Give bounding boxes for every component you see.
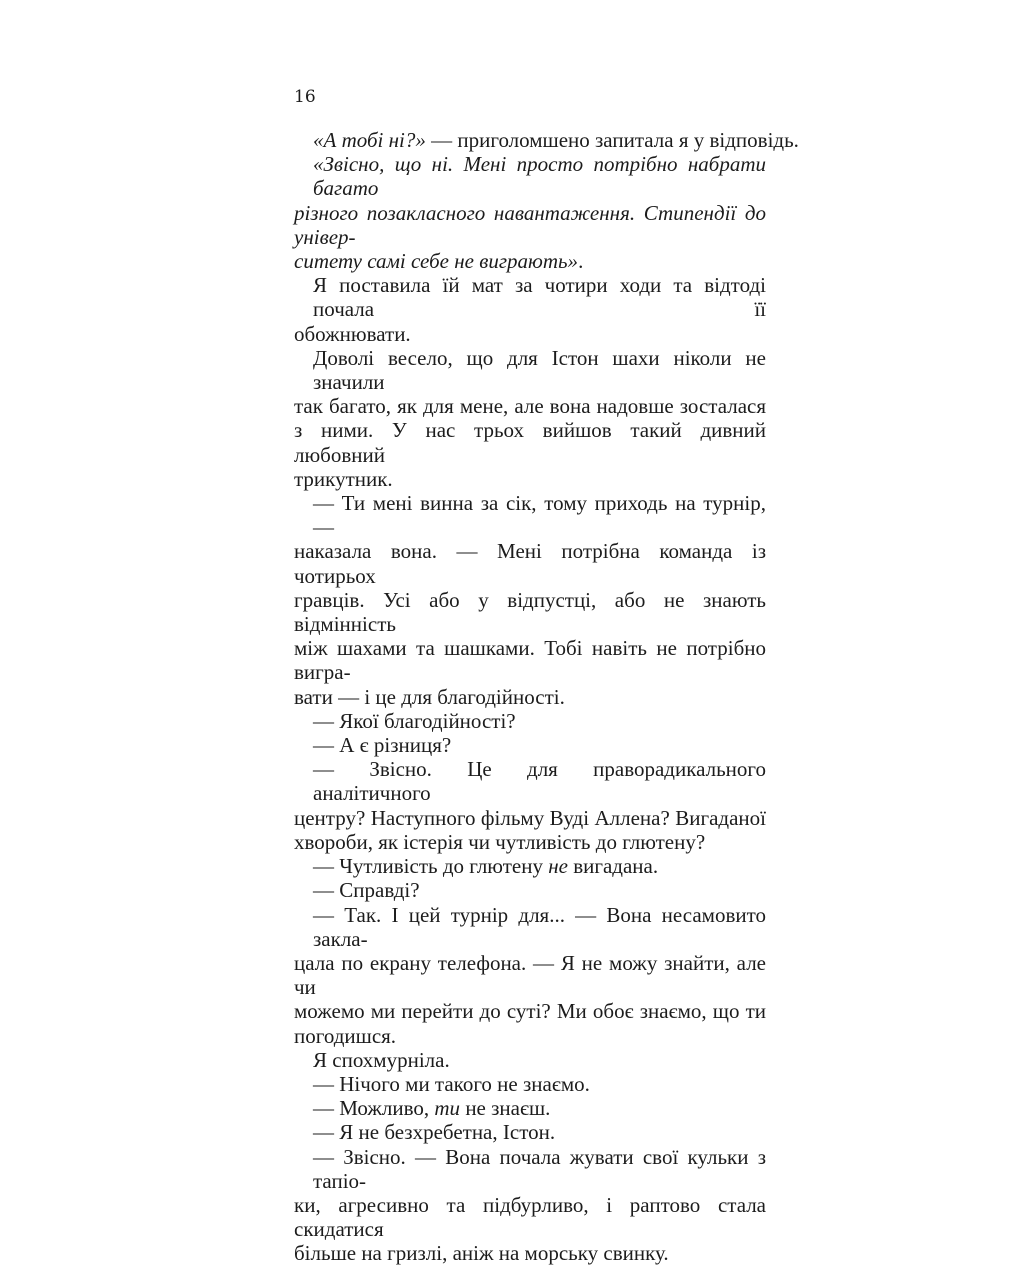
text-run: Доволі весело, що для Істон шахи ніколи не значили [313,345,766,395]
text-line [294,394,766,418]
text-run: — Я не безхребетна, Істон. [313,1120,556,1145]
text-run: трикутник. [294,466,393,491]
text-run: погодишся. [294,1023,397,1048]
italic-text: «Звісно, що ні. Мені просто потрібно набрати багато [313,152,766,201]
text-run: наказала вона. — Мені потрібна команда із чотирьох [294,539,766,588]
text-line [294,1145,766,1193]
italic-text: «А тобі ні?» [313,128,426,152]
text-run: . [578,249,584,274]
text-run: — Звісно. — Вона почала жувати свої кульки з тапіо- [313,1144,766,1193]
text-run: — приголомшено запитала я у відповідь. [425,128,799,152]
text-line [294,322,766,346]
text-run: — Можливо, [313,1096,435,1121]
text-run: Я поставила їй мат за чотири ходи та відтоді почала її [313,273,766,322]
text-line [294,152,766,200]
text-line [294,418,766,466]
text-line [294,1241,766,1265]
text-line [294,636,766,684]
text-line [294,878,766,902]
text-line [294,1024,766,1048]
text-line [294,1120,766,1144]
text-run: з ними. У нас трьох вийшов такий дивний любовний [294,418,766,467]
text-run: — Якої благодійності? [313,708,516,733]
text-line [294,733,766,757]
text-run: хвороби, як істерія чи чутливість до глютену? [294,829,706,854]
text-line [294,588,766,636]
text-run: — А є різниця? [313,733,452,758]
text-run: — Справді? [313,878,420,903]
text-line [294,757,766,805]
text-run: між шахами та шашками. Тобі навіть не потрібно вигра- [294,636,766,685]
text-run: так багато, як для мене, але вона надовше зосталася [294,394,766,419]
text-line [294,346,766,394]
text-line [294,903,766,951]
text-run: — Ти мені винна за сік, тому приходь на турнір, — [313,491,766,540]
page-number: 16 [294,87,316,107]
text-line [294,1096,766,1120]
text-line [294,201,766,249]
text-run: вати — і це для благодійності. [294,684,565,709]
text-line [294,806,766,830]
text-line [294,128,799,152]
text-line [294,854,766,878]
text-line [294,249,766,273]
text-line [294,830,766,854]
italic-text: ситету самі себе не виграють» [294,249,579,274]
text-run: вигадана. [567,854,659,879]
text-run: — Звісно. Це для праворадикального аналітичного [313,757,766,806]
italic-text: ти [434,1096,461,1121]
text-line [294,467,766,491]
text-line [294,539,766,587]
text-run: Я спохмурніла. [313,1047,450,1072]
text-run: можемо ми перейти до суті? Ми обоє знаємо, що ти [294,999,766,1024]
italic-text: не [548,854,568,879]
text-line [294,685,766,709]
text-run: — Нічого ми такого не знаємо. [313,1071,590,1096]
text-run: більше на гризлі, аніж на морську свинку. [294,1241,669,1266]
text-run: гравців. Усі або у відпустці, або не знають відмінність [294,587,766,637]
text-run: цала по екрану телефона. — Я не можу знайти, але чи [294,950,766,1000]
text-run: не знаєш. [460,1096,551,1121]
text-line [294,951,766,999]
text-run: — Так. І цей турнір для... — Вона несамовито закла- [313,902,766,951]
text-run: ки, агресивно та підбурливо, і раптово стала скидатися [294,1192,766,1242]
text-line [294,999,766,1023]
text-line [294,1072,766,1096]
text-run: — Чутливість до глютену [313,854,549,879]
text-run: центру? Наступного фільму Вуді Аллена? Вигаданої [294,805,766,830]
italic-text: різного позакласного навантаження. Стипендії до універ- [294,200,766,249]
body-text [294,128,799,1266]
text-line [294,709,766,733]
text-run: обожнювати. [294,321,411,346]
text-line [294,491,766,539]
text-line [294,1048,766,1072]
text-line [294,1193,766,1241]
text-line [294,273,766,321]
